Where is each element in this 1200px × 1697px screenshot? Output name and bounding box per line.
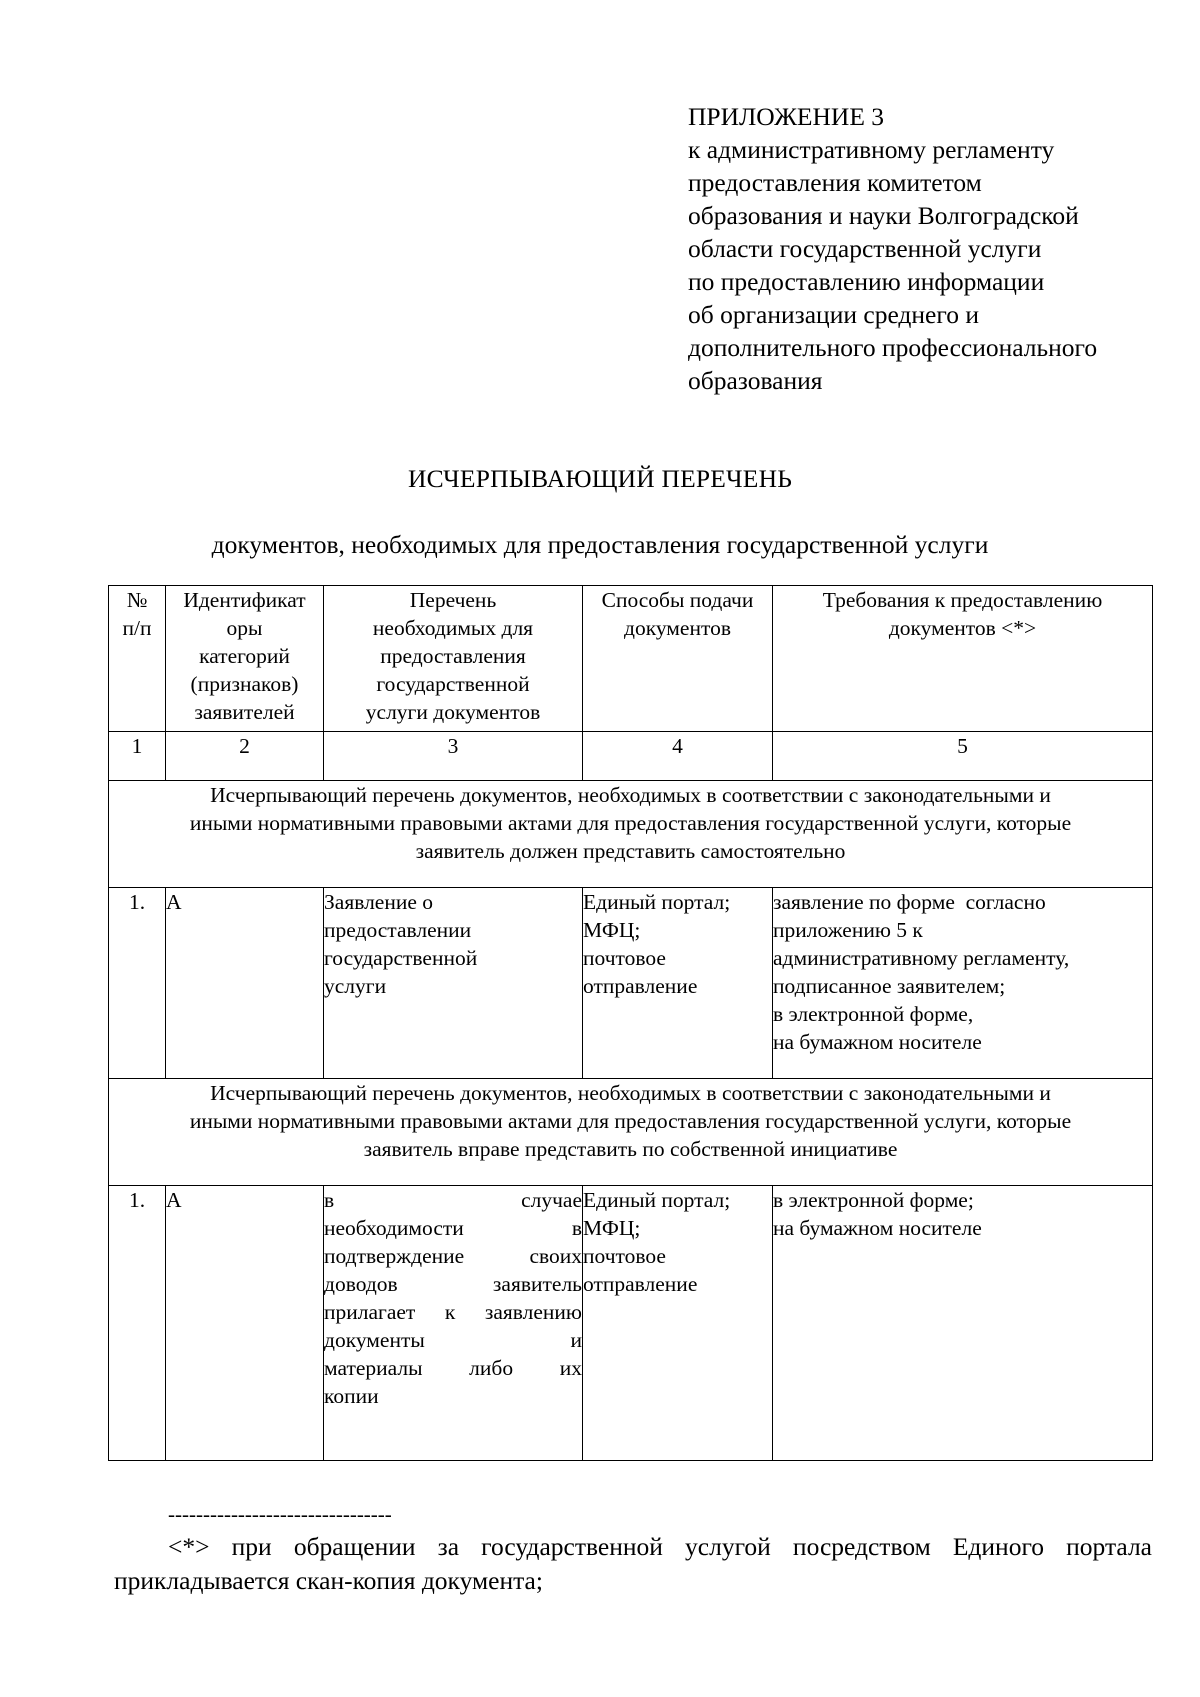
column-number: 2 xyxy=(166,732,324,781)
row-identifier: А xyxy=(166,1186,324,1461)
row-requirements: заявление по форме согласно приложению 5 к административному регламенту, подписанное заявителем; в электронной форме, на бумажном носителе xyxy=(773,888,1153,1079)
section-heading-row xyxy=(109,1079,1153,1186)
appendix-line: образования xyxy=(688,366,823,395)
section-heading: Исчерпывающий перечень документов, необходимых в соответствии с законодательными и иными нормативными правовыми актами для предоставления государственной услуги, которые заявитель должен представить самостоятельно xyxy=(109,781,1153,888)
table-row xyxy=(109,1186,1153,1461)
header-cell-documents: Перечень необходимых для предоставления государственной услуги документов xyxy=(324,586,583,732)
appendix-line: по предоставлению информации xyxy=(688,267,1045,296)
row-document: Заявление о предоставлении государственной услуги xyxy=(324,888,583,1079)
appendix-line: ПРИЛОЖЕНИЕ 3 xyxy=(688,102,885,131)
footnote xyxy=(114,1530,1152,1598)
header-cell-number: № п/п xyxy=(109,586,166,732)
footnote-line: <*> при обращении за государственной услугой посредством Единого портала xyxy=(168,1532,1152,1561)
column-number: 5 xyxy=(773,732,1153,781)
column-number-row xyxy=(109,732,1153,781)
appendix-line: области государственной услуги xyxy=(688,234,1042,263)
appendix-line: предоставления комитетом xyxy=(688,168,982,197)
row-identifier: А xyxy=(166,888,324,1079)
row-number: 1. xyxy=(109,1186,166,1461)
section-heading: Исчерпывающий перечень документов, необходимых в соответствии с законодательными и иными нормативными правовыми актами для предоставления государственной услуги, которые заявитель вправе представить по собственной инициативе xyxy=(109,1079,1153,1186)
row-methods: Единый портал; МФЦ; почтовое отправление xyxy=(583,1186,773,1461)
appendix-line: к административному регламенту xyxy=(688,135,1055,164)
header-cell-methods: Способы подачи документов xyxy=(583,586,773,732)
column-number: 1 xyxy=(109,732,166,781)
column-number: 4 xyxy=(583,732,773,781)
document-subtitle: документов, необходимых для предоставления государственной услуги xyxy=(211,530,989,559)
appendix-line: образования и науки Волгоградской xyxy=(688,201,1079,230)
row-document: в случае необходимости в подтверждение своих доводов заявитель прилагает к заявлению документы и материалы либо их копии xyxy=(324,1186,583,1461)
appendix-line: об организации среднего и xyxy=(688,300,979,329)
footnote-separator: -------------------------------- xyxy=(168,1502,392,1526)
row-number: 1. xyxy=(109,888,166,1079)
header-cell-requirements: Требования к предоставлению документов <*> xyxy=(773,586,1153,732)
table-row xyxy=(109,888,1153,1079)
row-requirements: в электронной форме; на бумажном носителе xyxy=(773,1186,1153,1461)
section-heading-row xyxy=(109,781,1153,888)
header-cell-identifiers: Идентификат оры категорий (признаков) заявителей xyxy=(166,586,324,732)
appendix-header xyxy=(688,100,1168,397)
column-number: 3 xyxy=(324,732,583,781)
row-methods: Единый портал; МФЦ; почтовое отправление xyxy=(583,888,773,1079)
table-header-row xyxy=(109,586,1153,732)
appendix-line: дополнительного профессионального xyxy=(688,333,1098,362)
document-title: ИСЧЕРПЫВАЮЩИЙ ПЕРЕЧЕНЬ xyxy=(407,464,793,493)
footnote-line: прикладывается скан-копия документа; xyxy=(114,1566,543,1595)
requirements-table xyxy=(108,585,1153,1461)
